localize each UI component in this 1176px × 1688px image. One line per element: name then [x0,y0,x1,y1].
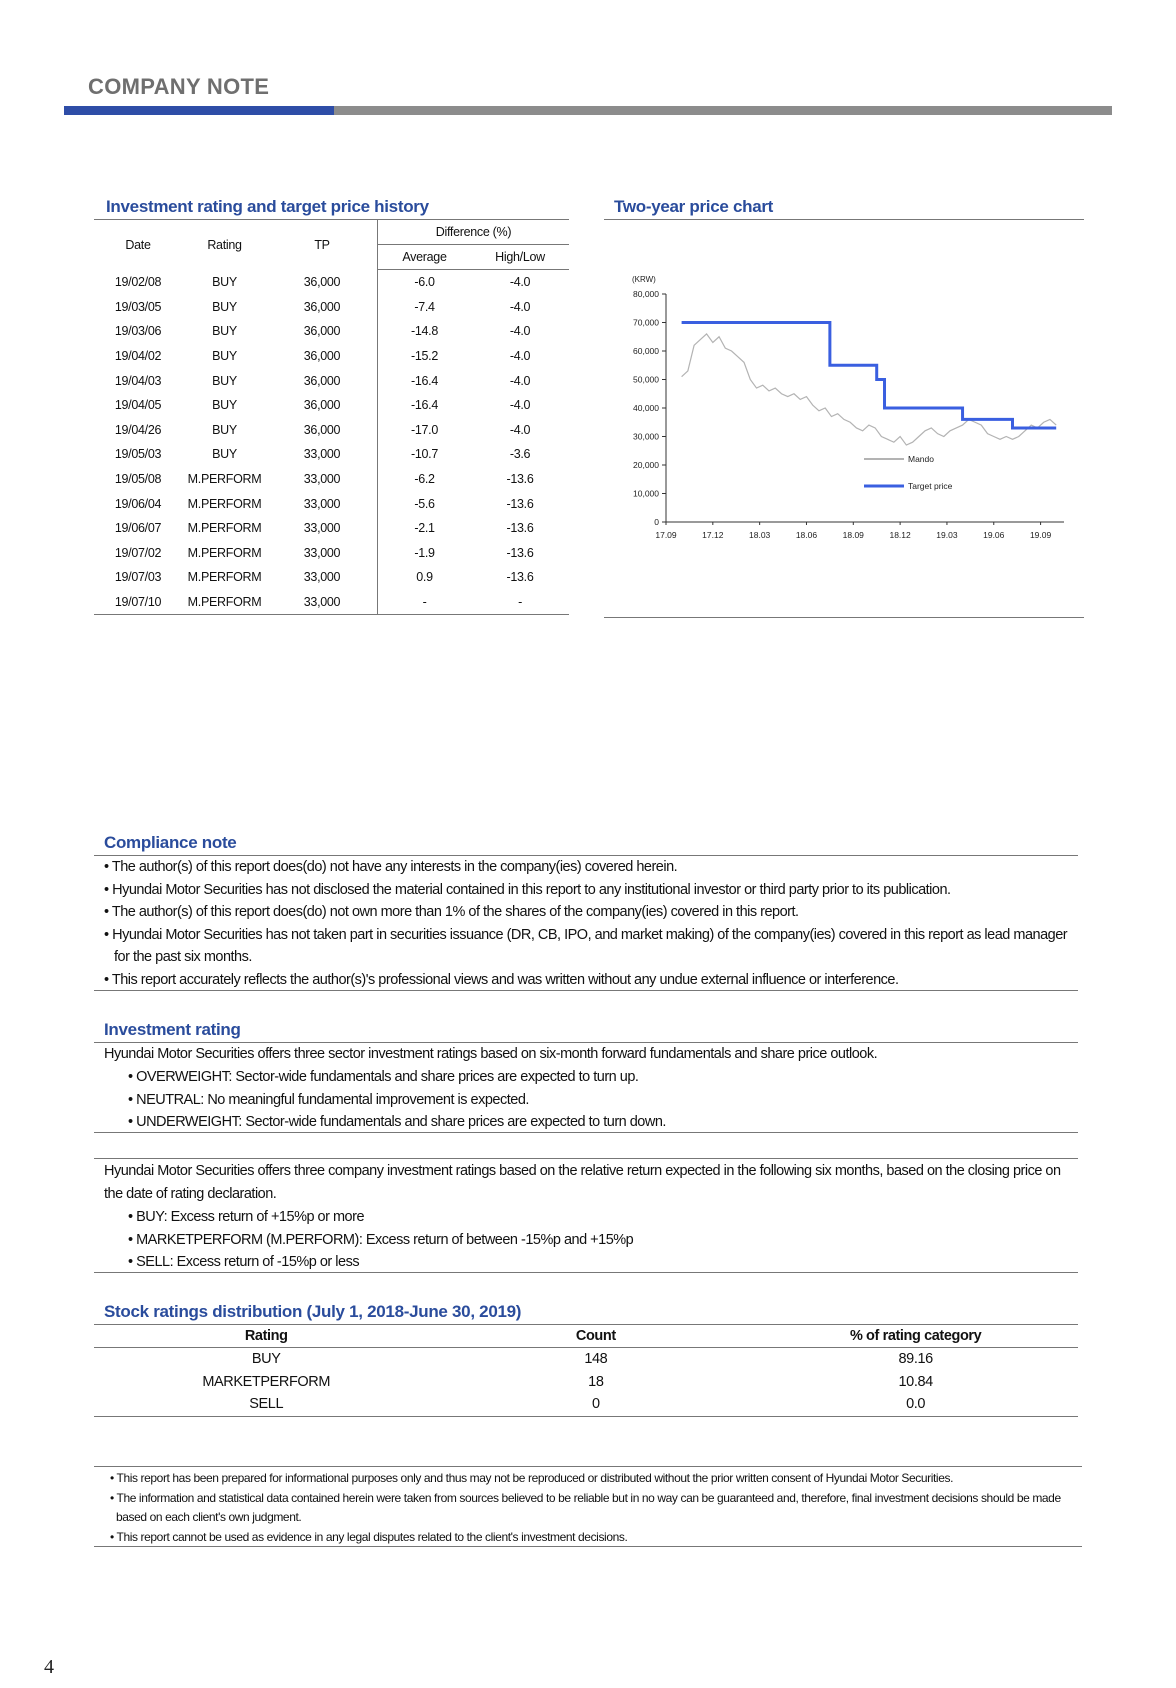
page-header-title: COMPANY NOTE [88,74,270,99]
col-average: Average [378,245,472,270]
tp-cell: 33,000 [267,467,378,492]
y-tick-label: 40,000 [633,403,659,413]
two-year-price-chart [604,260,1084,560]
average-cell: -15.2 [411,349,438,364]
rating-cell: BUY [212,349,237,364]
col-high-low: High/Low [471,245,569,270]
mando-price-line [682,334,1057,445]
compliance-title: Compliance note [104,833,237,852]
average-cell: 0.9 [416,570,433,585]
x-tick-label: 18.12 [889,530,911,540]
date-cell: 19/06/07 [114,521,162,536]
compliance-list [98,856,1078,991]
col-percent: % of rating category [753,1325,1078,1348]
divider [94,1158,1078,1159]
high-low-cell: -4.0 [509,299,531,314]
company-rating-item: • SELL: Excess return of -15%p or less [128,1254,360,1270]
x-tick-label: 19.03 [936,530,958,540]
rating-cell: BUY [212,324,237,339]
divider [94,1466,1082,1467]
divider [94,1546,1082,1547]
high-low-cell: -13.6 [506,570,534,585]
divider [94,1272,1078,1273]
x-tick-label: 19.06 [983,530,1005,540]
date-cell: 19/05/08 [114,472,162,487]
y-tick-label: 50,000 [633,374,659,385]
divider [94,1132,1078,1133]
table-row [94,1348,1078,1371]
table-row [94,418,569,443]
tp-cell: 36,000 [267,344,378,369]
average-cell: -2.1 [414,521,435,536]
table-row [94,442,569,467]
date-cell: 19/02/08 [114,275,162,290]
high-low-cell: -13.6 [506,496,534,511]
chart-top-rule [604,219,1084,220]
rating-cell: BUY [212,398,237,413]
rating-cell: BUY [212,447,237,462]
legend-label: Target price [908,481,953,491]
tp-cell: 33,000 [267,565,378,590]
high-low-cell: -4.0 [509,422,531,437]
disclaimer-item: • This report cannot be used as evidence in any legal disputes related to the client's investment decisions. [110,1529,628,1544]
table-row [94,565,569,590]
table-row [94,319,569,344]
rating-cell: M.PERFORM [187,570,262,585]
table-row [94,393,569,418]
count-cell: 18 [588,1373,604,1390]
table-row [94,541,569,566]
y-tick-label: 10,000 [633,488,659,499]
table-row [94,467,569,492]
rating-cell: BUY [212,275,237,290]
header-rule-blue [64,106,334,115]
sector-rating-intro: Hyundai Motor Securities offers three sector investment ratings based on six-month forward fundamentals and share price outlook. [104,1046,878,1062]
sector-rating-item: • OVERWEIGHT: Sector-wide fundamentals and share prices are expected to turn up. [128,1069,639,1085]
compliance-item: • Hyundai Motor Securities has not disclosed the material contained in this report to any institutional investor or third party prior to its publication. [104,881,951,898]
date-cell: 19/04/26 [114,422,162,437]
date-cell: 19/04/02 [114,349,162,364]
high-low-cell: -13.6 [506,472,534,487]
y-tick-label: 0 [654,517,659,527]
rating-history-table [94,219,569,615]
y-tick-label: 30,000 [633,431,659,442]
table-row [94,368,569,393]
col-date: Date [94,220,182,270]
average-cell: -6.2 [414,472,435,487]
x-tick-label: 18.09 [842,530,864,540]
rating-cell: M.PERFORM [187,496,262,511]
table-row [94,516,569,541]
table-row [94,1393,1078,1416]
col-difference: Difference (%) [378,220,570,245]
date-cell: 19/03/05 [114,299,162,314]
date-cell: 19/04/03 [114,373,162,388]
page-number: 4 [44,1656,54,1678]
tp-cell: 33,000 [267,442,378,467]
table-row [94,295,569,320]
y-axis-label: (KRW) [632,275,656,284]
company-rating-item: • BUY: Excess return of +15%p or more [128,1209,365,1225]
high-low-cell: -4.0 [509,324,531,339]
x-tick-label: 18.06 [795,530,818,540]
high-low-cell: -4.0 [509,275,531,290]
date-cell: 19/04/05 [114,398,162,413]
date-cell: 19/07/10 [94,590,182,615]
y-tick-label: 70,000 [633,317,659,328]
compliance-item: • This report accurately reflects the author(s)'s professional views and was written without any undue external influence or interference. [104,971,899,988]
average-cell: -14.8 [411,324,438,339]
tp-cell: 33,000 [267,590,378,615]
disclaimer-item: • This report has been prepared for informational purposes only and thus may not be reproduced or distributed without the prior written consent of Hyundai Motor Securities. [110,1471,954,1485]
average-cell: -16.4 [411,398,438,413]
table-row [94,590,569,615]
tp-cell: 33,000 [267,516,378,541]
average-cell: -7.4 [414,299,435,314]
sector-rating-item: • UNDERWEIGHT: Sector-wide fundamentals and share prices are expected to turn down. [128,1114,666,1130]
investment-rating-title: Investment rating [104,1020,241,1039]
company-rating-intro: Hyundai Motor Securities offers three company investment ratings based on the relative return expected in the following six months, based on the closing price on the date of rating declaration. [104,1163,1061,1202]
chart-bottom-rule [604,617,1084,618]
col-tp: TP [267,220,378,270]
chart-title: Two-year price chart [614,197,774,216]
tp-cell: 33,000 [267,541,378,566]
date-cell: 19/03/06 [114,324,162,339]
count-cell: 148 [584,1351,608,1368]
tp-cell: 36,000 [267,393,378,418]
sector-rating-item: • NEUTRAL: No meaningful fundamental improvement is expected. [128,1091,529,1108]
date-cell: 19/05/03 [114,447,162,462]
high-low-cell: -13.6 [506,545,534,560]
history-table-body [94,270,569,615]
col-rating: Rating [94,1325,438,1348]
compliance-item: • Hyundai Motor Securities has not taken part in securities issuance (DR, CB, IPO, and market making) of the company(ies) covered in this report as lead manager for the past six months. [104,926,1068,965]
company-rating-list [128,1206,633,1274]
tp-cell: 36,000 [267,368,378,393]
high-low-cell: -4.0 [509,398,531,413]
x-tick-label: 19.09 [1029,530,1052,540]
table-row [94,491,569,516]
rating-cell: BUY [251,1351,281,1368]
y-tick-label: 80,000 [633,289,659,299]
ratings-distribution-table [94,1324,1078,1417]
tp-cell: 33,000 [267,491,378,516]
average-cell: - [378,590,472,615]
compliance-item: • The author(s) of this report does(do) not own more than 1% of the shares of the company(ies) covered in this report. [104,904,799,920]
rating-cell: BUY [212,299,237,314]
percent-cell: 89.16 [898,1351,933,1368]
col-rating: Rating [182,220,267,270]
header-rule-gray [334,106,1112,115]
disclaimer-item: • The information and statistical data contained herein were taken from sources believed to be reliable but in no way can be guaranteed and, therefore, final investment decisions should be made based on each client's own judgment. [110,1490,1061,1524]
date-cell: 19/06/04 [114,496,162,511]
average-cell: -17.0 [411,422,438,437]
high-low-cell: -13.6 [506,521,534,536]
tp-cell: 36,000 [267,270,378,295]
high-low-cell: -4.0 [509,373,531,388]
table-row [94,344,569,369]
x-tick-label: 17.09 [655,530,677,540]
rating-cell: M.PERFORM [187,472,262,487]
rating-cell: M.PERFORM [182,590,267,615]
date-cell: 19/07/03 [114,570,162,585]
y-tick-label: 20,000 [633,460,659,470]
divider [94,990,1078,991]
x-tick-label: 18.03 [749,530,771,540]
table-row [94,270,569,295]
disclaimer-list [106,1469,1078,1547]
tp-cell: 36,000 [267,295,378,320]
average-cell: -6.0 [414,275,435,290]
target-price-line [682,323,1057,428]
percent-cell: 0.0 [753,1393,1078,1416]
col-count: Count [438,1325,753,1348]
rating-cell: BUY [212,373,237,388]
high-low-cell: - [471,590,569,615]
rating-cell: SELL [94,1393,438,1416]
rating-cell: M.PERFORM [187,521,262,536]
company-rating-item: • MARKETPERFORM (M.PERFORM): Excess return of between -15%p and +15%p [128,1231,634,1248]
high-low-cell: -3.6 [509,447,531,462]
distribution-title: Stock ratings distribution (July 1, 2018-June 30, 2019) [104,1302,522,1321]
table-row [94,1371,1078,1394]
high-low-cell: -4.0 [509,349,531,364]
count-cell: 0 [438,1393,753,1416]
average-cell: -10.7 [411,447,438,462]
average-cell: -1.9 [414,545,435,560]
compliance-item: • The author(s) of this report does(do) not have any interests in the company(ies) covered herein. [104,859,678,875]
tp-cell: 36,000 [267,319,378,344]
average-cell: -5.6 [414,496,435,511]
tp-cell: 36,000 [267,418,378,443]
percent-cell: 10.84 [898,1373,933,1390]
x-tick-label: 17.12 [702,530,724,540]
history-table-title: Investment rating and target price history [106,197,429,216]
rating-cell: BUY [212,422,237,437]
date-cell: 19/07/02 [114,545,162,560]
rating-cell: M.PERFORM [187,545,262,560]
legend-label: Mando [908,454,934,464]
rating-cell: MARKETPERFORM [202,1373,331,1390]
average-cell: -16.4 [411,373,438,388]
sector-rating-list [128,1066,666,1134]
y-tick-label: 60,000 [633,346,659,356]
